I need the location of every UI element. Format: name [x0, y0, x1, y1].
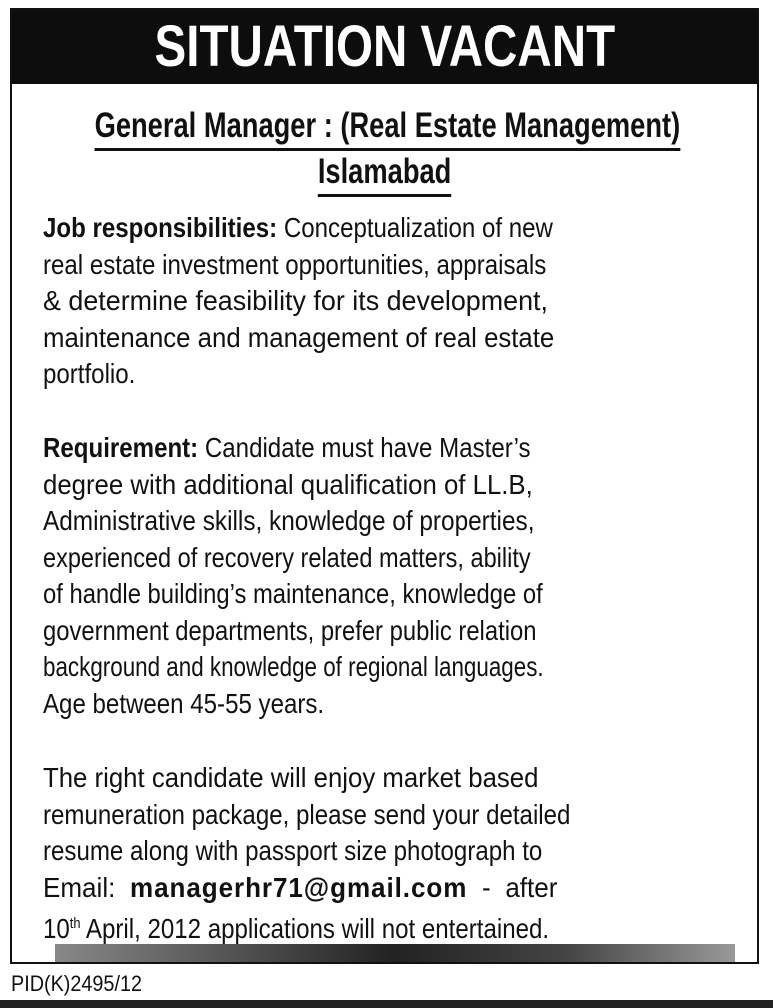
- text-line: The right candidate will enjoy market based: [43, 762, 539, 793]
- text-line: resume along with passport size photograph to: [43, 835, 543, 866]
- closing-section: [43, 760, 737, 943]
- deadline-text: April, 2012 applications will not entertained.: [80, 913, 550, 944]
- location-heading: [12, 152, 757, 197]
- bottom-divider: [0, 1000, 773, 1008]
- text-line: [43, 906, 737, 943]
- requirement-label: Requirement:: [43, 432, 199, 463]
- text-line: & determine feasibility for its development,: [43, 285, 548, 316]
- text-line: Age between 45-55 years.: [43, 687, 325, 719]
- publication-id: PID(K)2495/12: [11, 971, 142, 996]
- advertisement-box: [10, 8, 759, 964]
- text-line: Job responsibilities: Conceptualization of new: [43, 212, 553, 243]
- text-line: background and knowledge of regional languages.: [43, 651, 544, 682]
- location-text: Islamabad: [318, 152, 452, 197]
- text-line: remuneration package, please send your detailed: [43, 798, 571, 830]
- text-line: government departments, prefer public relation: [43, 614, 537, 646]
- responsibilities-section: [43, 210, 737, 393]
- text-line: maintenance and management of real estate: [43, 321, 555, 353]
- text-line: real estate investment opportunities, appraisals: [43, 248, 547, 280]
- text-line: portfolio.: [43, 358, 136, 389]
- position-title: General Manager : (Real Estate Management): [95, 106, 681, 151]
- text-line: Email: managerhr71@gmail.com - after: [43, 871, 558, 903]
- text-line: Requirement: Candidate must have Master’s: [43, 432, 531, 463]
- text-line: of handle building’s maintenance, knowledge of: [43, 578, 543, 609]
- responsibilities-label: Job responsibilities:: [43, 212, 278, 243]
- email-prefix: Email:: [43, 871, 116, 903]
- text-line: experienced of recovery related matters, ability: [43, 541, 531, 573]
- deadline-ordinal: th: [69, 915, 81, 932]
- position-heading: [12, 106, 757, 151]
- text-line: degree with additional qualification of LL.B,: [43, 468, 533, 500]
- decorative-gradient-bar: [55, 944, 735, 962]
- text-line: Administrative skills, knowledge of properties,: [43, 505, 535, 536]
- email-link[interactable]: managerhr71@gmail.com: [130, 871, 468, 903]
- deadline-day: 10: [43, 913, 70, 944]
- ad-title: SITUATION VACANT: [154, 14, 615, 79]
- requirement-section: [43, 430, 737, 722]
- title-banner: [12, 10, 757, 84]
